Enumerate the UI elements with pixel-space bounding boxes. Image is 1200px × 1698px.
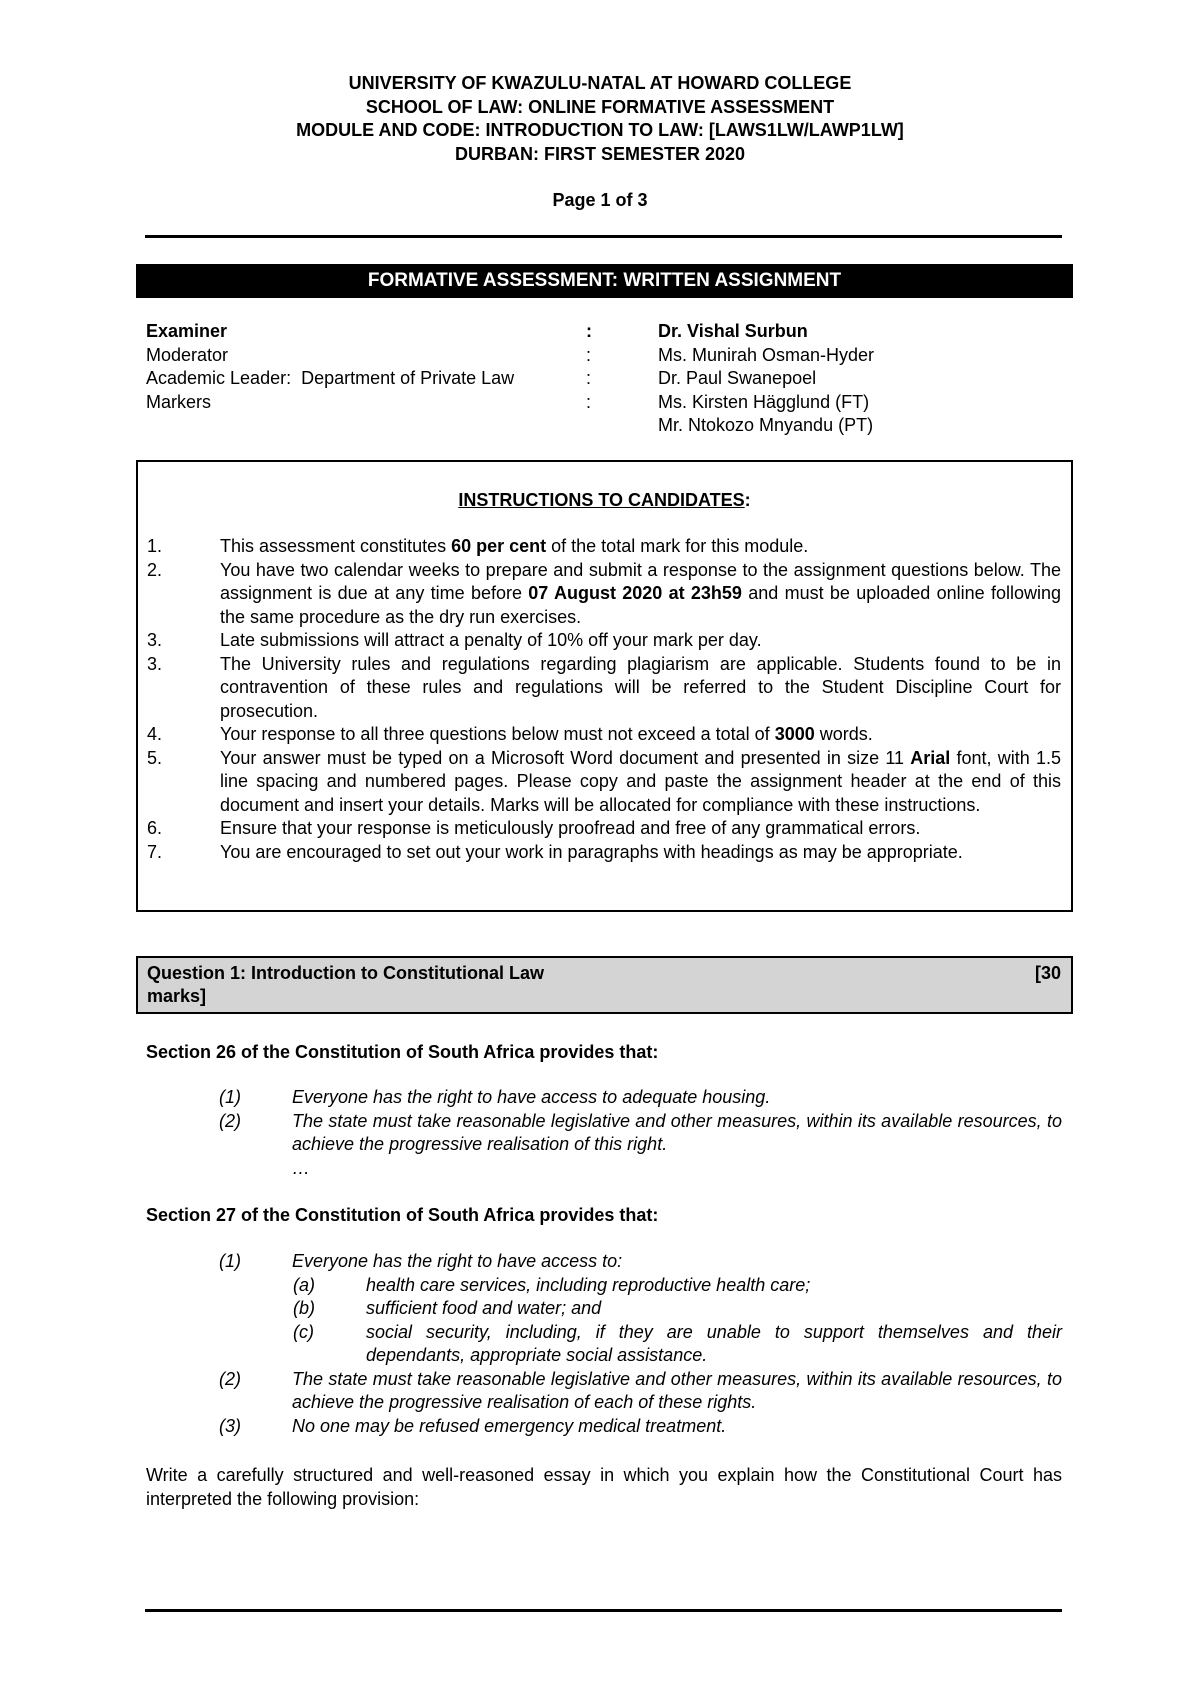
instruction-text: Your answer must be typed on a Microsoft Word document and presented in size 11 [220, 747, 911, 768]
sub-clause-text: health care services, including reproductive health care; [366, 1274, 811, 1295]
section-27-heading: Section 27 of the Constitution of South Africa provides that: [146, 1205, 659, 1225]
sub-clause [146, 1274, 1062, 1298]
header-university: UNIVERSITY OF KWAZULU-NATAL AT HOWARD COLLEGE [348, 73, 852, 93]
document-header [0, 72, 1200, 166]
instruction-text: of the total mark for this module. [546, 536, 809, 556]
question-1-header [136, 956, 1073, 1014]
instructions-title-text: INSTRUCTIONS TO CANDIDATES [458, 490, 745, 510]
instruction-item [147, 559, 1061, 630]
ellipsis-text: … [292, 1157, 310, 1178]
staff-role: Examiner [146, 321, 228, 341]
section-26-heading: Section 26 of the Constitution of South Africa provides that: [146, 1042, 659, 1062]
instruction-number: 3. [147, 653, 163, 674]
staff-colon: : [586, 321, 592, 341]
staff-colon: : [586, 391, 592, 412]
instruction-text: The University rules and regulations regarding plagiarism are applicable. Students found to be in contravention of these rules and regulations will be referred to the Student Discipline Court for prosecution. [220, 653, 1061, 721]
instruction-item [147, 629, 1061, 653]
instruction-item [147, 817, 1061, 841]
instruction-text: This assessment constitutes [220, 536, 452, 556]
question-1-title: Question 1: Introduction to Constitutional Law [147, 963, 544, 983]
clause [146, 1110, 1062, 1157]
clause-text: No one may be refused emergency medical treatment. [292, 1415, 727, 1436]
staff-row-moderator [146, 344, 1066, 368]
staff-role: Academic Leader: Department of Private Law [146, 368, 515, 388]
instruction-number: 4. [147, 724, 163, 744]
clause [146, 1368, 1062, 1415]
instruction-text: You have two calendar weeks to prepare and submit a response to the assignment questions below. The assignment is due at any time before [220, 559, 1061, 603]
staff-person: Mr. Ntokozo Mnyandu (PT) [658, 415, 874, 435]
staff-table [146, 320, 1066, 438]
staff-row-academic-leader [146, 367, 1066, 391]
question-1-marks-suffix: marks] [147, 986, 207, 1006]
essay-instruction: Write a carefully structured and well-reasoned essay in which you explain how the Constitutional Court has interpreted the following provision: [146, 1465, 1062, 1509]
clause-text: The state must take reasonable legislative and other measures, within its available resources, to achieve the progressive realisation of each of these rights. [292, 1368, 1062, 1412]
clause-text: The state must take reasonable legislative and other measures, within its available resources, to achieve the progressive realisation of this right. [292, 1110, 1062, 1154]
clause-ellipsis [146, 1157, 1062, 1181]
section-26-clauses [146, 1086, 1062, 1180]
header-semester: DURBAN: FIRST SEMESTER 2020 [454, 143, 746, 164]
instructions-title-colon: : [744, 490, 751, 510]
sub-clause-letter: (b) [293, 1298, 315, 1318]
instruction-text: words. [814, 724, 873, 744]
instruction-number: 6. [147, 818, 163, 838]
staff-colon: : [586, 344, 592, 365]
assessment-title: FORMATIVE ASSESSMENT: WRITTEN ASSIGNMENT [136, 264, 1073, 298]
instructions-box [136, 460, 1073, 912]
section-27-clauses [146, 1250, 1062, 1438]
instruction-number: 7. [147, 841, 163, 862]
staff-role: Moderator [146, 344, 229, 365]
instruction-item [147, 747, 1061, 818]
instruction-emphasis: 07 August 2020 at 23h59 [528, 583, 742, 603]
instruction-text: Ensure that your response is meticulously proofread and free of any grammatical errors. [220, 818, 921, 838]
instruction-emphasis: 3000 [774, 724, 815, 744]
staff-person: Ms. Munirah Osman-Hyder [658, 344, 875, 365]
clause [146, 1086, 1062, 1110]
instruction-item [147, 653, 1061, 724]
instruction-text: You are encouraged to set out your work in paragraphs with headings as may be appropriate. [220, 841, 963, 862]
header-module: MODULE AND CODE: INTRODUCTION TO LAW: [LAWS1LW/LAWP1LW] [296, 120, 904, 140]
clause-number: (1) [219, 1087, 241, 1107]
sub-clause-letter: (c) [293, 1321, 314, 1342]
sub-clause [146, 1297, 1062, 1321]
question-1-marks: [30 [1034, 963, 1061, 983]
instruction-number: 1. [147, 536, 163, 556]
staff-person: Dr. Paul Swanepoel [658, 368, 817, 388]
instruction-emphasis: Arial [910, 747, 951, 768]
staff-role: Markers [146, 391, 212, 412]
instruction-text: and must be uploaded online following the same procedure as the dry run exercises. [220, 583, 1061, 627]
instruction-number: 5. [147, 747, 163, 768]
clause [146, 1250, 1062, 1274]
bottom-divider [145, 1609, 1062, 1612]
page-number: Page 1 of 3 [552, 190, 648, 210]
staff-person: Ms. Kirsten Hägglund (FT) [658, 391, 870, 412]
clause-number: (3) [219, 1415, 241, 1436]
sub-clause-letter: (a) [293, 1274, 315, 1295]
sub-clause-text: sufficient food and water; and [366, 1298, 602, 1318]
sub-clause [146, 1321, 1062, 1368]
instruction-number: 3. [147, 630, 163, 650]
sub-clause-text: social security, including, if they are unable to support themselves and their dependants, appropriate social assistance. [366, 1321, 1062, 1365]
instruction-emphasis: 60 per cent [451, 536, 547, 556]
clause-number: (2) [219, 1110, 241, 1131]
top-divider [145, 235, 1062, 238]
header-school: SCHOOL OF LAW: ONLINE FORMATIVE ASSESSMENT [365, 96, 835, 117]
clause-number: (2) [219, 1368, 241, 1389]
clause [146, 1415, 1062, 1439]
instruction-text: Late submissions will attract a penalty of 10% off your mark per day. [220, 630, 762, 650]
clause-number: (1) [219, 1251, 241, 1271]
instruction-item [147, 723, 1061, 747]
clause-text: Everyone has the right to have access to: [292, 1251, 623, 1271]
instructions-title [138, 489, 1071, 513]
clause-text: Everyone has the right to have access to adequate housing. [292, 1087, 771, 1107]
instruction-text: font, with 1.5 line spacing and numbered pages. Please copy and paste the assignment header at the end of this document and insert your details. Marks will be allocated for compliance with these instructions. [220, 747, 1061, 815]
staff-colon: : [586, 368, 592, 388]
instructions-list [147, 535, 1061, 864]
instruction-number: 2. [147, 559, 163, 580]
staff-row-examiner [146, 320, 1066, 344]
instruction-text: Your response to all three questions below must not exceed a total of [220, 724, 775, 744]
staff-row-markers-2 [146, 414, 1066, 438]
staff-person: Dr. Vishal Surbun [658, 321, 808, 341]
instruction-item [147, 535, 1061, 559]
staff-row-markers [146, 391, 1066, 415]
instruction-item [147, 841, 1061, 865]
